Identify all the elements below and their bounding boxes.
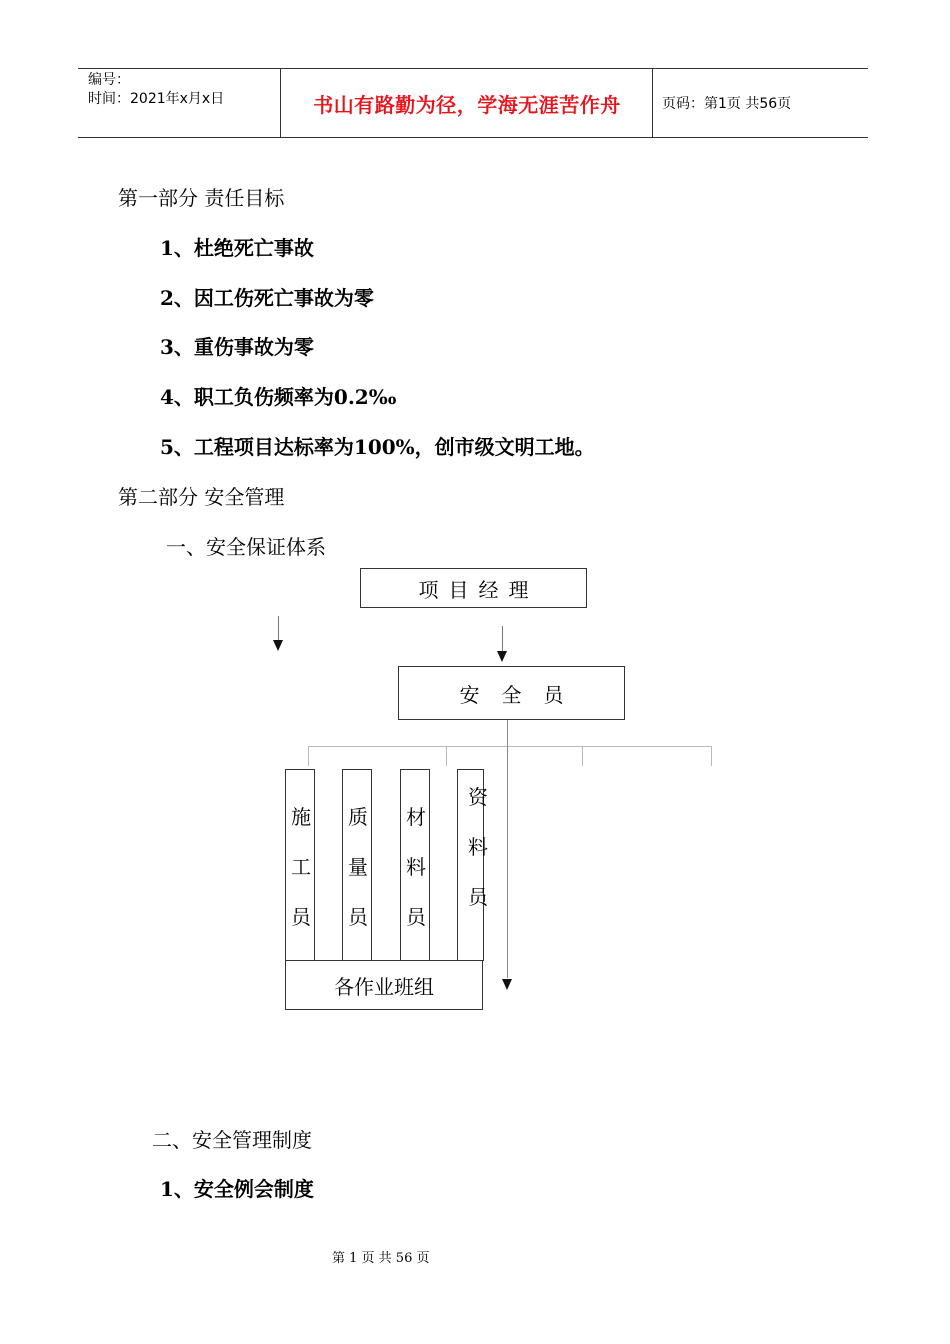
chart-char: 料 [468, 835, 488, 859]
goal-item-4: 4、职工负伤频率为0.2‰ [160, 385, 397, 409]
arrow-line-long [507, 720, 508, 978]
connector-drop [446, 746, 447, 766]
chart-label-work-teams: 各作业班组 [334, 974, 434, 999]
header-time-label: 时间：2021年x月x日 [88, 91, 225, 107]
chart-char: 料 [406, 855, 426, 879]
part1-title: 第一部分 责任目标 [118, 186, 285, 210]
chart-box-project-manager [360, 568, 587, 608]
goal-item-2: 2、因工伤死亡事故为零 [160, 286, 374, 310]
chart-label-project-manager: 项目经理 [418, 577, 539, 602]
chart-col-quality-staff [342, 769, 372, 961]
goal-item-5: 5、工程项目达标率为100%，创市级文明工地。 [160, 435, 595, 459]
rule-item-1: 1、安全例会制度 [160, 1177, 314, 1201]
chart-char: 施 [291, 805, 311, 829]
section-safety-rules: 二、安全管理制度 [152, 1128, 312, 1152]
footer-page-number: 第 1 页 共 56 页 [332, 1251, 430, 1266]
header-divider [652, 69, 653, 137]
chart-char: 员 [291, 905, 311, 929]
section-safety-system: 一、安全保证体系 [166, 535, 326, 559]
arrow-down-icon [497, 651, 507, 662]
goal-item-3: 3、重伤事故为零 [160, 335, 314, 359]
arrow-line-center [502, 626, 503, 652]
chart-char: 材 [406, 805, 426, 829]
header-page-info: 页码：第1页 共56页 [662, 96, 792, 112]
chart-box-safety-officer [398, 666, 625, 720]
chart-char: 员 [406, 905, 426, 929]
part2-title: 第二部分 安全管理 [118, 485, 285, 509]
header-motto: 书山有路勤为径，学海无涯苦作舟 [313, 92, 621, 117]
chart-char: 资 [468, 785, 488, 809]
header-meta [88, 71, 224, 109]
chart-label-safety-officer: 安全员 [459, 682, 586, 707]
chart-char: 质 [348, 805, 368, 829]
arrow-down-icon [502, 979, 512, 990]
chart-box-work-teams [285, 960, 483, 1010]
chart-char: 员 [468, 885, 488, 909]
page-header [78, 68, 868, 138]
connector-drop [711, 746, 712, 766]
chart-col-material-staff [400, 769, 430, 961]
chart-char: 量 [348, 855, 368, 879]
arrow-line-left [278, 616, 279, 640]
chart-col-construction-staff [285, 769, 315, 961]
goal-item-1: 1、杜绝死亡事故 [160, 236, 314, 260]
connector-drop [582, 746, 583, 766]
chart-char: 工 [291, 855, 311, 879]
page-footer [0, 1247, 950, 1266]
chart-char: 员 [348, 905, 368, 929]
header-number-label: 编号： [88, 72, 130, 88]
arrow-down-icon [273, 640, 283, 651]
connector-horizontal [308, 746, 712, 747]
connector-drop [308, 746, 309, 766]
